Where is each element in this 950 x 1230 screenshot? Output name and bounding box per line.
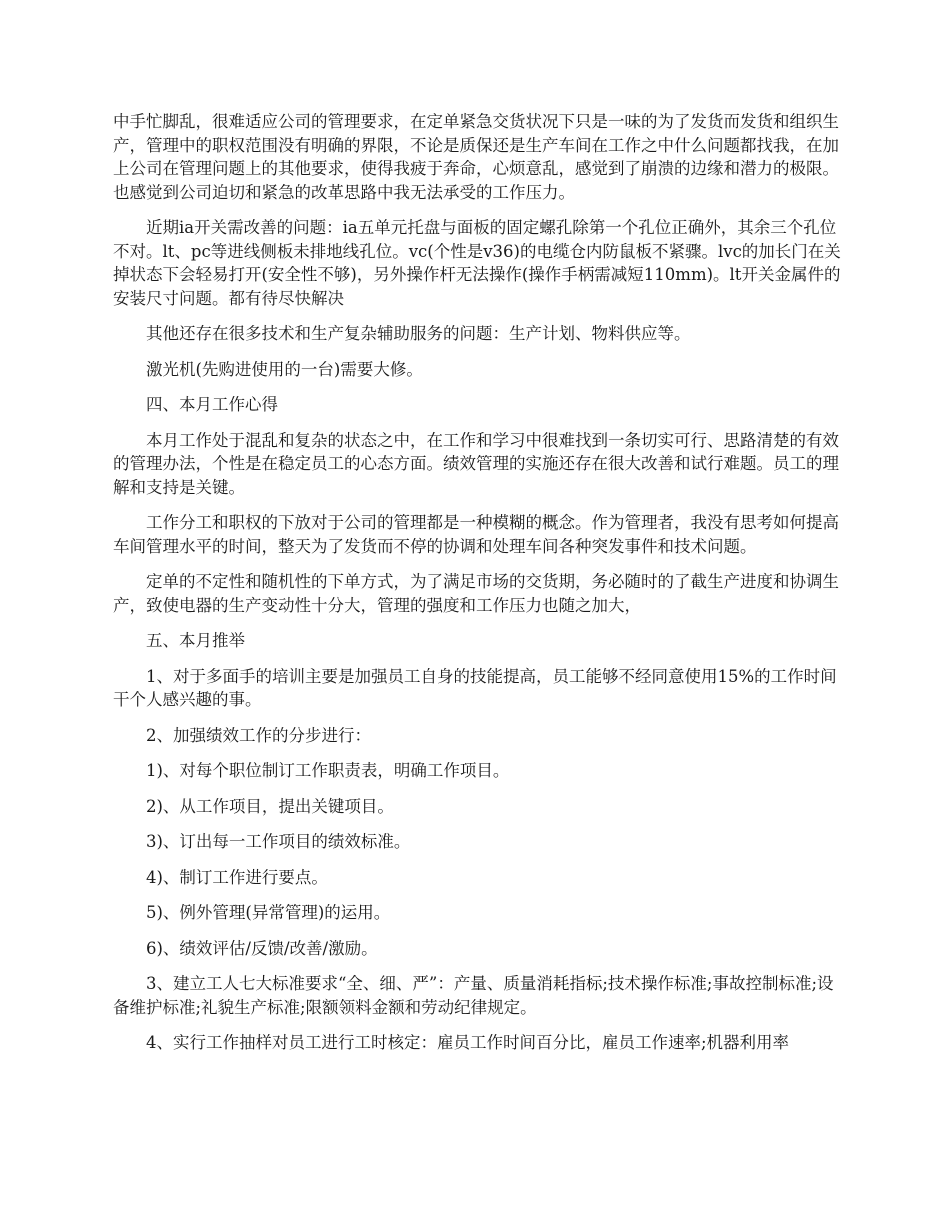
list-item-2: 2、加强绩效工作的分步进行： xyxy=(146,725,371,745)
paragraph-4: 激光机(先购进使用的一台)需要大修。 xyxy=(146,359,423,379)
section-heading-5: 五、本月推举 xyxy=(146,631,245,650)
list-item-3: 3、建立工人七大标准要求“全、细、严”：产量、质量消耗指标;技术操作标准;事故控制标准;设备维护标准;礼貌生产标准;限额领料金额和劳动纪律规定。 xyxy=(113,974,834,1017)
sub-item-4: 4)、制订工作进行要点。 xyxy=(146,867,328,887)
document-page xyxy=(113,110,841,1067)
paragraph-7: 定单的不定性和随机性的下单方式，为了满足市场的交货期，务必随时的了截生产进度和协调生产，致使电器的生产变动性十分大，管理的强度和工作压力也随之加大， xyxy=(113,572,839,615)
sub-item-3: 3)、订出每一工作项目的绩效标准。 xyxy=(146,832,411,851)
paragraph-5: 本月工作处于混乱和复杂的状态之中，在工作和学习中很难找到一条切实可行、思路清楚的有效的管理办法，个性是在稳定员工的心态方面。绩效管理的实施还存在很大改善和试行难题。员工的理解和支持是关键。 xyxy=(113,430,839,497)
paragraph-6: 工作分工和职权的下放对于公司的管理都是一种模糊的概念。作为管理者，我没有思考如何提高车间管理水平的时间，整天为了发货而不停的协调和处理车间各种突发事件和技术问题。 xyxy=(113,513,839,556)
paragraph-1: 中手忙脚乱，很难适应公司的管理要求，在定单紧急交货状况下只是一味的为了发货而发货和组织生产，管理中的职权范围没有明确的界限，不论是质保还是生产车间在工作之中什么问题都找我，在加上公司在管理问题上的其他要求，使得我疲于奔命，心烦意乱，感觉到了崩溃的边缘和潜力的极限。也感觉到公司迫切和紧急的改革思路中我无法承受的工作压力。 xyxy=(113,112,839,202)
sub-item-2: 2)、从工作项目，提出关键项目。 xyxy=(146,796,394,816)
paragraph-2: 近期ia开关需改善的问题：ia五单元托盘与面板的固定螺孔除第一个孔位正确外，其余三个孔位不对。lt、pc等进线侧板未排地线孔位。vc(个性是v36)的电缆仓内防鼠板不紧骤。lvc的加长门在关掉状态下会轻易打开(安全性不够)，另外操作杆无法操作(操作手柄需减短110mm)。lt开关金属件的安装尺寸问题。都有待尽快解决 xyxy=(113,218,841,308)
list-item-4: 4、实行工作抽样对员工进行工时核定：雇员工作时间百分比，雇员工作速率;机器利用率 xyxy=(146,1033,790,1052)
sub-item-1: 1)、对每个职位制订工作职责表，明确工作项目。 xyxy=(146,761,510,780)
sub-item-6: 6)、绩效评估/反馈/改善/激励。 xyxy=(146,938,378,958)
sub-item-5: 5)、例外管理(异常管理)的运用。 xyxy=(146,903,391,922)
paragraph-3: 其他还存在很多技术和生产复杂辅助服务的问题：生产计划、物料供应等。 xyxy=(146,324,691,343)
section-heading-4: 四、本月工作心得 xyxy=(146,395,278,414)
list-item-1: 1、对于多面手的培训主要是加强员工自身的技能提高，员工能够不经同意使用15%的工作时间干个人感兴趣的事。 xyxy=(113,666,837,709)
